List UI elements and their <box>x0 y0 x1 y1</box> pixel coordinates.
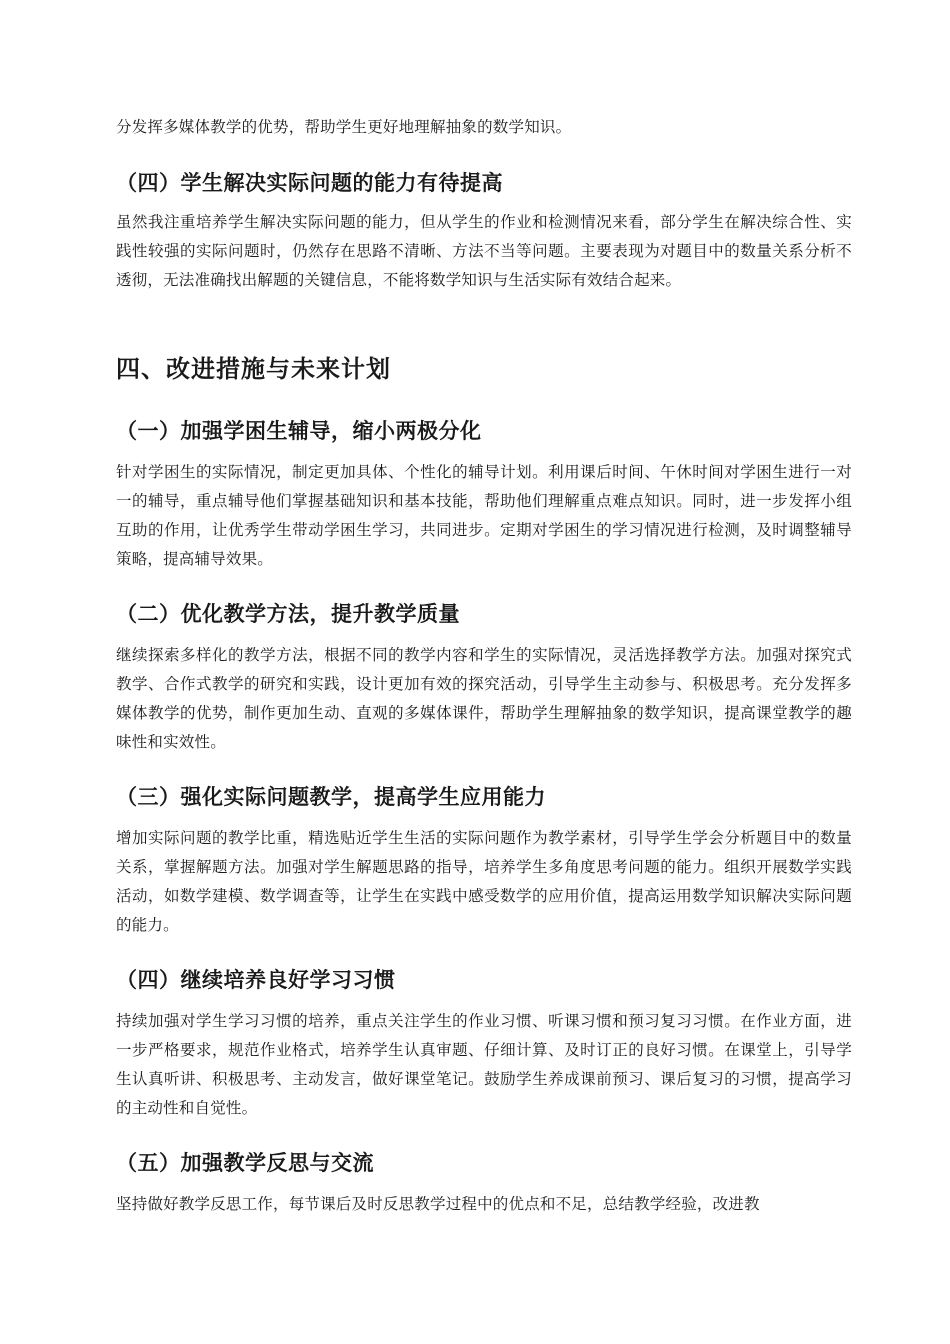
paragraph-measure-4: 持续加强对学生学习习惯的培养，重点关注学生的作业习惯、听课习惯和预习复习习惯。在作业方面，进一步严格要求，规范作业格式，培养学生认真审题、仔细计算、及时订正的良好习惯。在课堂上，引导学生认真听讲、积极思考、主动发言，做好课堂笔记。鼓励学生养成课前预习、课后复习的习惯，提高学习的主动性和自觉性。 <box>116 1012 852 1117</box>
paragraph-measure-1: 针对学困生的实际情况，制定更加具体、个性化的辅导计划。利用课后时间、午休时间对学困生进行一对一的辅导，重点辅导他们掌握基础知识和基本技能，帮助他们理解重点难点知识。同时，进一步发挥小组互助的作用，让优秀学生带动学困生学习，共同进步。定期对学困生的学习情况进行检测，及时调整辅导策略，提高辅导效果。 <box>116 463 852 568</box>
heading-measure-3: （三）强化实际问题教学，提高学生应用能力 <box>116 785 546 809</box>
heading-measure-1: （一）加强学困生辅导，缩小两极分化 <box>116 419 482 443</box>
heading-section-4: 四、改进措施与未来计划 <box>116 355 391 383</box>
heading-measure-4: （四）继续培养良好学习习惯 <box>116 968 396 992</box>
heading-measure-2: （二）优化教学方法，提升教学质量 <box>116 602 460 626</box>
paragraph-measure-5: 坚持做好教学反思工作，每节课后及时反思教学过程中的优点和不足，总结教学经验，改进教 <box>116 1195 760 1213</box>
paragraph-measure-2: 继续探索多样化的教学方法，根据不同的教学内容和学生的实际情况，灵活选择教学方法。加强对探究式教学、合作式教学的研究和实践，设计更加有效的探究活动，引导学生主动参与、积极思考。充分发挥多媒体教学的优势，制作更加生动、直观的多媒体课件，帮助学生理解抽象的数学知识，提高课堂教学的趣味性和实效性。 <box>116 646 852 751</box>
heading-measure-5: （五）加强教学反思与交流 <box>116 1151 374 1175</box>
paragraph-problem-4: 虽然我注重培养学生解决实际问题的能力，但从学生的作业和检测情况来看，部分学生在解决综合性、实践性较强的实际问题时，仍然存在思路不清晰、方法不当等问题。主要表现为对题目中的数量关系分析不透彻，无法准确找出解题的关键信息，不能将数学知识与生活实际有效结合起来。 <box>116 213 852 289</box>
paragraph-intro-tail: 分发挥多媒体教学的优势，帮助学生更好地理解抽象的数学知识。 <box>116 118 572 136</box>
heading-problem-4: （四）学生解决实际问题的能力有待提高 <box>116 171 503 195</box>
paragraph-measure-3: 增加实际问题的教学比重，精选贴近学生生活的实际问题作为教学素材，引导学生学会分析题目中的数量关系，掌握解题方法。加强对学生解题思路的指导，培养学生多角度思考问题的能力。组织开展数学实践活动，如数学建模、数学调查等，让学生在实践中感受数学的应用价值，提高运用数学知识解决实际问题的能力。 <box>116 829 852 934</box>
